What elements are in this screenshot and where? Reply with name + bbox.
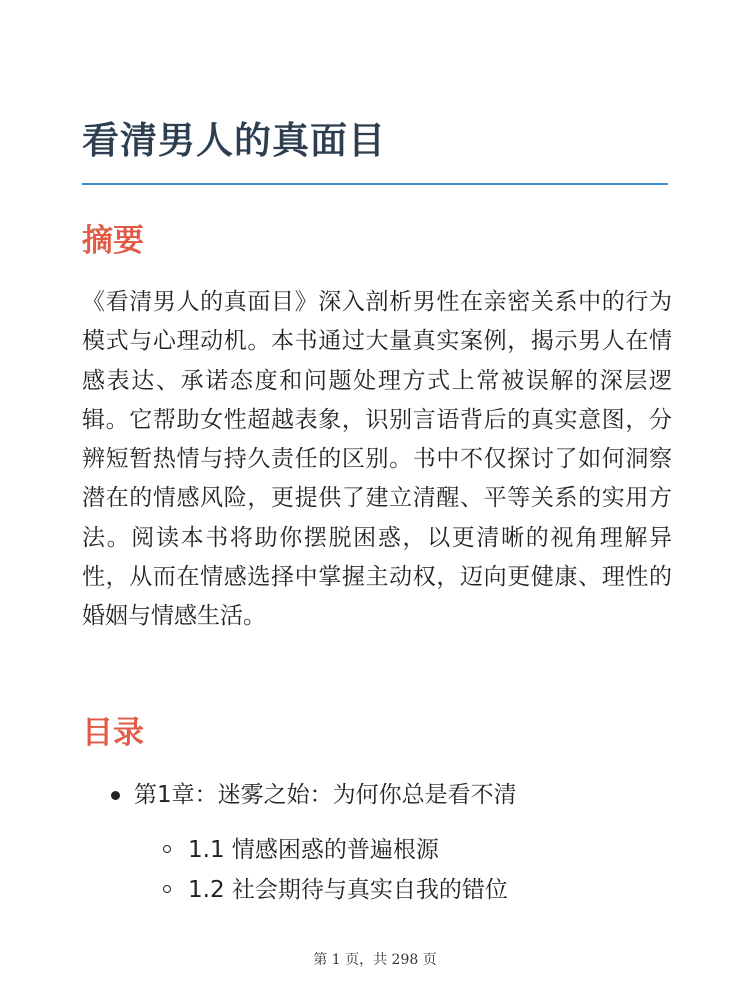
summary-paragraph: 《看清男人的真面目》深入剖析男性在亲密关系中的行为模式与心理动机。本书通过大量真实案例，揭示男人在情感表达、承诺态度和问题处理方式上常被误解的深层逻辑。它帮助女性超越表象，识别言语背后的真实意图，分辨短暂热情与持久责任的区别。书中不仅探讨了如何洞察潜在的情感风险，更提供了建立清醒、平等关系的实用方法。阅读本书将助你摆脱困惑，以更清晰的视角理解异性，从而在情感选择中掌握主动权，迈向更健康、理性的婚姻与情感生活。 [82, 289, 672, 630]
toc-chapter-1-sections [134, 830, 682, 910]
toc-heading: 目录 [82, 715, 144, 751]
summary-heading: 摘要 [82, 223, 144, 259]
page-footer: 第 1 页，共 298 页 [313, 952, 437, 968]
toc-chapter-label: 第1章：迷雾之始：为何你总是看不清 [134, 782, 517, 808]
document-title: 看清男人的真面目 [82, 119, 386, 162]
toc-section-label: 1.1 情感困惑的普遍根源 [188, 837, 439, 863]
bullet-circle-icon [163, 885, 171, 893]
bullet-disc-icon [111, 791, 120, 800]
toc-section-1-2 [134, 870, 682, 910]
toc-section-1-1 [134, 830, 682, 870]
toc-chapter-1 [82, 774, 682, 910]
title-divider [82, 183, 668, 185]
bullet-circle-icon [163, 845, 171, 853]
toc-section-label: 1.2 社会期待与真实自我的错位 [188, 877, 508, 903]
table-of-contents [82, 774, 682, 910]
